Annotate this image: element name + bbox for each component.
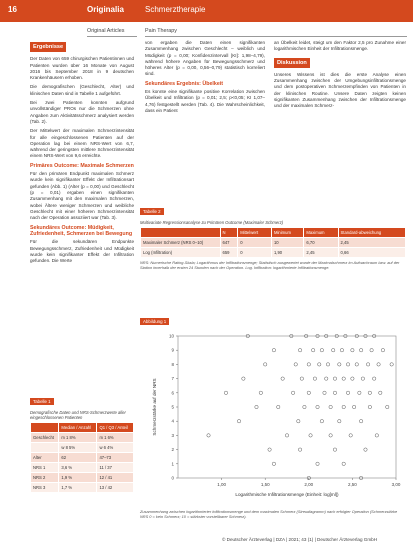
paragraph: Für den primären Endpunkt maximalen Schmerz wurde kein signifikanter Effekt der Infiltrationsart gefunden (Abb. 1) (Alter (p = 0,00) und Geschlecht (p = 0,01) ergaben einen signifikanten Zusammenhang mit den maximalen Schmerzen, wobei Ältere weniger Schmerzen und weibliche Geschlecht mit einer höheren Schmerzintensität nach der Operation assoziiert war (Tab. 3). [30,171,134,221]
page-header-band [0,0,413,22]
x-tick-label: 2,50 [348,482,357,487]
x-tick-label: 2,00 [304,482,314,487]
table-cell: Geschlecht [31,433,59,443]
table-header: Mittelwert [238,228,272,238]
table-cell: 0 [238,248,272,258]
y-tick-label: 0 [171,475,174,481]
table-cell: 1,90 [271,248,303,258]
table-cell: 6,70 [304,238,338,248]
table-label: Tabelle 2 [140,208,164,215]
results-heading: Ergebnisse [30,42,66,52]
table-cell: m 1 6% [97,433,134,443]
table-row [141,238,406,248]
y-tick-label: 1 [171,461,174,467]
table-header: Standard-abweichung [338,228,405,238]
subheading-primary-outcome: Primäres Outcome: Maximale Schmerzen [30,162,134,169]
table-header: N [220,228,238,238]
x-tick-label: 1,00 [217,482,226,487]
table-title: Multivariate Regressionsanalyse zu Primären Outcome (Maximaler Schmerz) [140,220,284,225]
table-note: NRS: Numerische Rating-Skala; Logarithmus der Infiltrationsmenge; Statistisch ausgewertet wurde der Maximalschmerz im Aufwachraum bzw. auf der Station innerhalb der ersten 24 Stunden nach der Operation. Log. Infiltration: logarithmierte Infiltrationsmenge. [140,260,400,270]
paragraph: Es konnte eine signifikante positive Korrelation zwischen Übelkeit und Infiltration (p = 0,01; 2,5; p<0,05; KI 1,07–4,76) festgestellt werden (Tab. 4). Die Wahrscheinlichkeit, dass ein Patient [145,89,265,114]
divider [145,36,407,37]
paragraph: Unseres Wissens ist dies die erste Analyse einen Zusammenhang zwischen der Umgebungsinfiltrationsmenge und dem postoperativen Schmerzempfinden von Patienten in der klinischen Routine. Unsere Daten zeigten keinen signifikanten Zusammenhang zwischen der Infiltrationsmenge und der maximalen Schmerz- [274,71,406,109]
discussion-heading: Diskussion [274,58,310,68]
subheading-nausea: Sekundäres Ergebnis: Übelkeit [145,80,224,87]
table-row [31,473,134,483]
x-tick-label: 3,00 [391,482,401,487]
table-row [31,453,134,463]
paragraph: an Übelkeit leidet, steigt um den Faktor 2,5 pro Zunahme einer logarithmischen Einheit der Infiltrationsmenge. [274,40,406,52]
x-axis-label: Logarithmische Infiltrationsmenge (Einheit: log[ml]) [235,492,339,497]
table-cell: w 8 5% [59,443,97,453]
table-2 [140,200,406,270]
y-tick-label: 4 [171,418,174,424]
table-cell: w 6 4% [97,443,134,453]
y-tick-label: 9 [171,347,174,353]
table-cell: 1,9 % [59,473,97,483]
table-title: Demografische Daten und NRS-Schmerzwerte aller eingeschlossenen Patienten [30,410,126,420]
table-row [141,248,406,258]
table-row [31,433,134,443]
figure-caption: Zusammenhang zwischen logarithmierter Infiltrationsmenge und dem maximalen Schmerz (Streudiagramm) nach erfolgter Operation (Schmerzstärke NRS 0 = kein Schmerz; 10 = stärkster vorstellbarer Schmerz). [140,509,398,519]
y-tick-label: 8 [171,361,174,367]
table-cell: Maximaler Schmerz (NRS 0–10) [141,238,221,248]
table-header: Median / Anzahl [59,423,97,433]
section-label: Originalia [87,5,124,14]
table-cell: 13 / 42 [97,483,134,493]
y-tick-label: 7 [171,376,174,382]
table-cell: 3,6 % [59,463,97,473]
table-cell: Alter [31,453,59,463]
x-tick-label: 1,50 [260,482,270,487]
table-row [31,443,134,453]
regression-table [140,227,406,258]
table-cell [31,443,59,453]
paragraph: von ergaben die Daten einen signifikanten Zusammenhang zwischen Geschlecht – weiblich und Müdigkeit (p = 0,00; Konfidenzintervall [KI]: 1,98–4,79), während höhere Angaben für Bewegungsschmerz und höheres Alter (p = 0,00, 0,56–0,79) statistisch korreliert sind. [145,40,265,77]
column-3 [274,40,406,113]
table-cell: NRS 1 [31,463,59,473]
table-cell: NRS 3 [31,483,59,493]
figure-label: Abbildung 1 [140,318,169,325]
table-row [31,483,134,493]
table-header: Q1 / Q3 / Anteil [97,423,134,433]
paragraph: Der Mittelwert der maximalen Schmerzintensität für alle eingeschlossenen Patienten auf der Operation lag bei einem NRS-Wert von 6,7, während der geringsten mittlere Schmerzintensität einem NRS-Wert von 9,6 erreichte. [30,128,134,159]
paragraph: Der Daten von 659 chirurgischen Patientinnen und Patienten wurden über 16 Monate von August 2016 bis September 2018 in 9 deutschen Krankenhäusern erhoben. [30,56,134,81]
table-cell: 11 / 37 [97,463,134,473]
subheading-secondary-outcome: Sekundäres Outcome: Müdigkeit, Zufriedenheit, Schmerzen bei Bewegung [30,224,133,237]
table-header [141,228,221,238]
table-cell: 10 [271,238,303,248]
table-cell: 647 [220,238,238,248]
plot-background [140,328,406,504]
table-cell: 0,66 [338,248,405,258]
y-tick-label: 2 [171,447,174,453]
table-cell: 659 [220,248,238,258]
paragraph: Bei zwei Patienten konnten aufgrund unvollständiger PROs nur die Schmerzen ohne Angaben zum Aktivitätsschmerz analysiert werden (Tab. 2). [30,100,134,124]
table-cell: 0 [238,238,272,248]
table-row [31,463,134,473]
subsection-label: Original Articles [87,28,125,34]
table-cell: m 1 8% [59,433,97,443]
table-cell: 47–73 [97,453,134,463]
table-cell: 62 [59,453,97,463]
table-cell: NRS 2 [31,473,59,483]
table-cell: Log (Infiltration) [141,248,221,258]
topic-label: Schmerztherapie [145,5,206,14]
y-tick-label: 3 [171,432,174,438]
scatter-plot [140,328,406,504]
y-axis-label: Schmerzstärke auf der NRS [152,378,157,436]
figure-1 [140,310,406,519]
table-cell: 12 / 41 [97,473,134,483]
column-2 [145,40,265,117]
table-1 [30,390,134,493]
table-header: Minimum [271,228,303,238]
subtopic-label: Pain Therapy [145,28,177,34]
divider [87,36,137,37]
y-tick-label: 6 [171,390,174,396]
y-tick-label: 10 [168,333,174,339]
demographics-table [30,422,134,493]
table-header: Maximum [304,228,338,238]
page-number: 16 [8,5,17,14]
table-label: Tabelle 1 [30,398,54,405]
paragraph: Die demografischen (Geschlecht, Alter) und klinischen Daten sind in Tabelle 1 aufgeführt. [30,84,134,96]
table-cell: 1,7 % [59,483,97,493]
table-cell: 2,45 [304,248,338,258]
table-cell: 2,45 [338,238,405,248]
paragraph: Für die sekundären Endpunkte Bewegungsschmerz, Zufriedenheit und Müdigkeit wurde kein signifikanter Effekt der Infiltration gefunden. Die Werte [30,239,134,264]
column-1 [30,40,134,268]
table-header [31,423,59,433]
footer-copyright: © Deutscher Ärzteverlag | DZA | 2021; 43 (1) | Deutscher Ärzteverlag GmbH [222,537,378,542]
y-tick-label: 5 [171,404,174,410]
